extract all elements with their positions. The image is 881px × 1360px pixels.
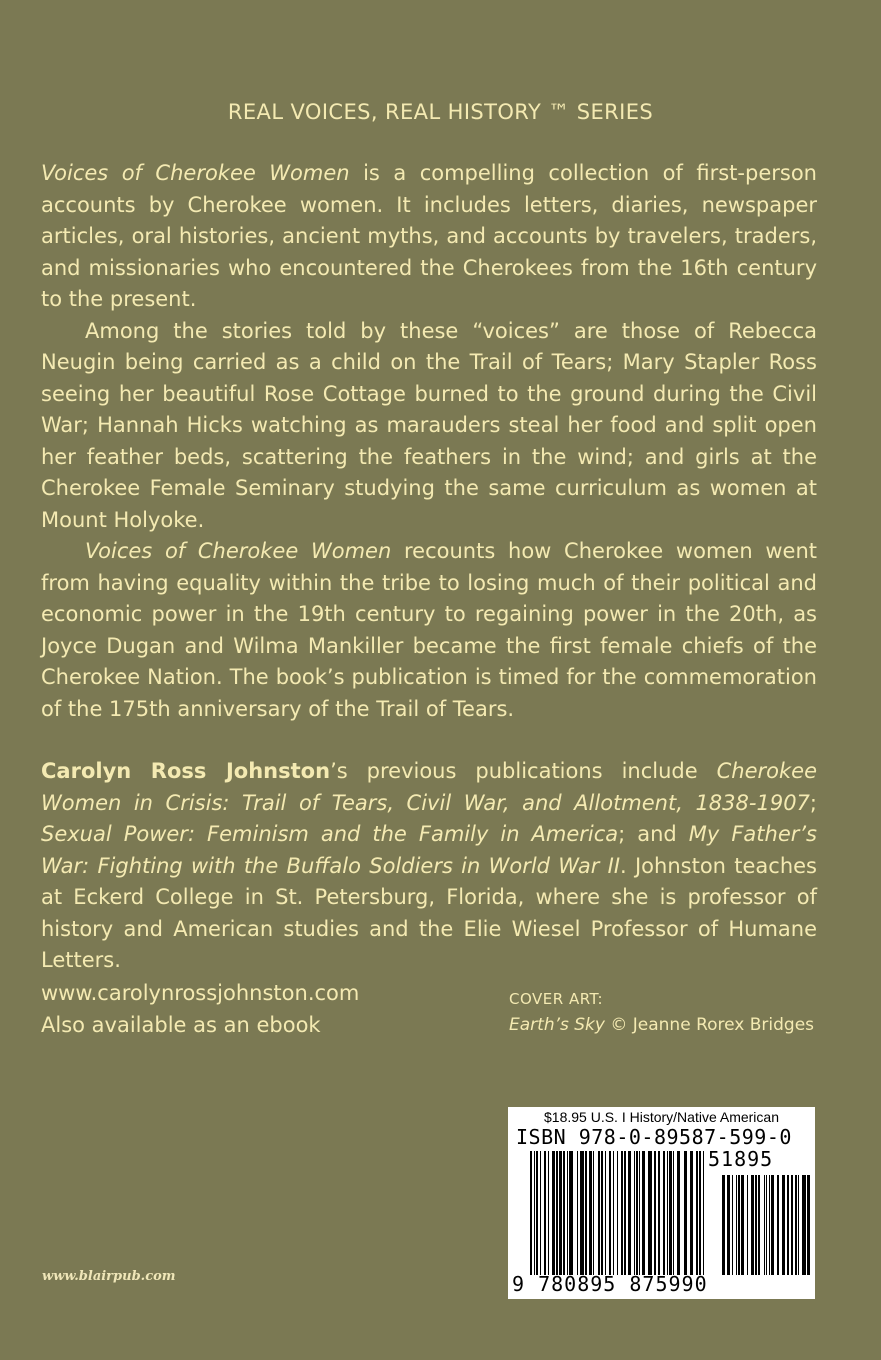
- previous-book-3: My Father’s War: Fighting with the Buffalo Soldiers in World War II: [41, 822, 817, 878]
- description-paragraph-3: [41, 536, 817, 725]
- barcode-icon: [508, 1107, 815, 1299]
- cover-art-credit: [509, 986, 814, 1038]
- cover-art-title: Earth’s Sky: [509, 1015, 605, 1035]
- ebook-note: Also available as an ebook: [41, 1012, 321, 1037]
- author-bio-paragraph: [41, 756, 817, 977]
- previous-book-2: Sexual Power: Feminism and the Family in America: [41, 822, 619, 846]
- author-links: [41, 978, 359, 1041]
- addon-barcode-bars: [722, 1175, 810, 1275]
- cover-art-line: [509, 1012, 814, 1038]
- description-paragraph-2: Among the stories told by these “voices” are those of Rebecca Neugin being carried as a child on the Trail of Tears; Mary Stapler Ross seeing her beautiful Rose Cottage burned to the ground during the Civil War; Hannah Hicks watching as marauders steal her food and split open her feather beds, scattering the feathers in the wind; and girls at the Cherokee Female Seminary studying the same curriculum as women at Mount Holyoke.: [41, 318, 817, 532]
- cover-art-artist: © Jeanne Rorex Bridges: [604, 1015, 815, 1035]
- bio-text: ’s previous publications include: [330, 759, 717, 783]
- addon-code-number: 51895: [708, 1147, 774, 1171]
- book-title: Voices of Cherokee Women: [41, 161, 350, 185]
- bio-text: . Johnston teaches at Eckerd College in St. Petersburg, Florida, where she is professor of history and American studies and the Elie Wiesel Professor of Humane Letters.: [41, 853, 817, 972]
- bio-text: ;: [809, 790, 817, 815]
- book-description: [41, 158, 817, 725]
- previous-book-1: Cherokee Women in Crisis: Trail of Tears, Civil War, and Allotment, 1838-1907: [41, 759, 818, 815]
- series-title: REAL VOICES, REAL HISTORY ™ SERIES: [227, 100, 654, 124]
- description-text: is a compelling collection of first-person accounts by Cherokee women. It includes letters, diaries, newspaper articles, oral histories, ancient myths, and accounts by travelers, traders, and missionaries who encountered the Cherokees from the 16th century to the present.: [41, 161, 817, 311]
- barcode-box: [508, 1107, 815, 1299]
- cover-art-label: COVER ART:: [509, 990, 604, 1008]
- barcode-price-line: $18.95 U.S. I History/Native American: [544, 1109, 779, 1125]
- ean-barcode-bars: [530, 1151, 704, 1275]
- ean-number: 9 780895 875990: [512, 1272, 708, 1296]
- publisher-url[interactable]: www.blairpub.com: [42, 1269, 176, 1284]
- description-text: recounts how Cherokee women went from having equality within the tribe to losing much of their political and economic power in the 19th century to regaining power in the 20th, as Joyce Dugan and Wilma Mankiller became the first female chiefs of the Cherokee Nation. The book’s publication is timed for the commemoration of the 175th anniversary of the Trail of Tears.: [41, 539, 817, 721]
- author-name: Carolyn Ross Johnston: [41, 759, 331, 783]
- isbn-text: ISBN 978-0-89587-599-0: [516, 1125, 792, 1149]
- book-title: Voices of Cherokee Women: [85, 539, 392, 563]
- bio-text: ; and: [618, 822, 689, 846]
- description-paragraph-1: [41, 158, 817, 316]
- author-website[interactable]: www.carolynrossjohnston.com: [41, 981, 360, 1005]
- author-bio: [41, 756, 817, 977]
